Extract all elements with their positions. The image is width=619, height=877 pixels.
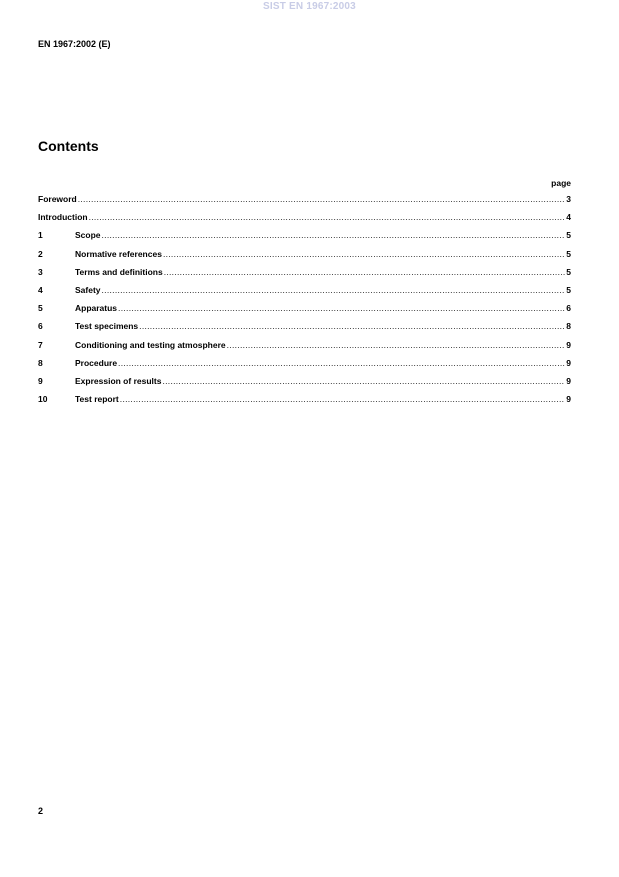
toc-entry-title: Scope xyxy=(75,230,101,241)
toc-entry-number: 9 xyxy=(38,375,43,386)
toc-entry-introduction[interactable] xyxy=(38,212,571,230)
toc-entry-title: Normative references xyxy=(75,248,162,259)
toc-entry-title: Expression of results xyxy=(75,375,162,386)
toc-entry-page: 3 xyxy=(566,194,571,204)
dot-leader xyxy=(120,394,565,404)
toc-entry-scope[interactable] xyxy=(38,230,571,248)
toc-entry-number: 2 xyxy=(38,248,43,259)
toc-entry-title: Test specimens xyxy=(75,321,139,332)
toc-entry-page: 9 xyxy=(566,357,571,368)
toc-entry-page: 6 xyxy=(566,303,571,314)
toc-entry-title: Procedure xyxy=(75,357,118,368)
page-column-label: page xyxy=(551,178,571,188)
toc-entry-title: Conditioning and testing atmosphere xyxy=(75,339,226,350)
toc-entry-number: 1 xyxy=(38,230,43,241)
toc-entry-test-specimens[interactable] xyxy=(38,321,571,339)
toc-entry-foreword[interactable] xyxy=(38,194,571,212)
toc-entry-number: 6 xyxy=(38,321,43,332)
page-number: 2 xyxy=(38,806,44,816)
dot-leader xyxy=(164,267,566,277)
document-id: EN 1967:2002 (E) xyxy=(38,39,111,49)
toc-entry-page: 9 xyxy=(566,375,571,386)
dot-leader xyxy=(118,358,565,368)
toc-entry-title: Introduction xyxy=(38,212,88,223)
toc-entry-number: 10 xyxy=(38,394,48,405)
dot-leader xyxy=(102,285,566,295)
dot-leader xyxy=(139,321,565,331)
toc-entry-number: 8 xyxy=(38,357,43,368)
toc-entry-title: Foreword xyxy=(38,194,77,204)
toc-entry-number: 7 xyxy=(38,339,43,350)
watermark: SIST EN 1967:2003 xyxy=(263,1,356,12)
toc-entry-page: 5 xyxy=(566,230,571,241)
dot-leader xyxy=(89,212,566,222)
dot-leader xyxy=(102,230,566,240)
toc-entry-number: 5 xyxy=(38,303,43,314)
toc-entry-number: 3 xyxy=(38,266,43,277)
toc-entry-page: 8 xyxy=(566,321,571,332)
dot-leader xyxy=(78,194,566,204)
toc-entry-title: Terms and definitions xyxy=(75,266,163,277)
toc-entry-terms-and-definitions[interactable] xyxy=(38,267,571,285)
toc-entry-number: 4 xyxy=(38,284,43,295)
toc-entry-page: 5 xyxy=(566,248,571,259)
contents-heading: Contents xyxy=(38,138,99,154)
toc-entry-test-report[interactable] xyxy=(38,394,571,412)
dot-leader xyxy=(162,376,565,386)
toc-entry-conditioning[interactable] xyxy=(38,340,571,358)
toc-entry-page: 9 xyxy=(566,339,571,350)
toc-entry-page: 4 xyxy=(566,212,571,223)
toc-entry-title: Test report xyxy=(75,394,119,405)
toc-entry-procedure[interactable] xyxy=(38,358,571,376)
table-of-contents xyxy=(38,194,571,412)
dot-leader xyxy=(227,340,566,350)
dot-leader xyxy=(163,249,565,259)
toc-entry-safety[interactable] xyxy=(38,285,571,303)
toc-entry-apparatus[interactable] xyxy=(38,303,571,321)
toc-entry-normative-references[interactable] xyxy=(38,249,571,267)
toc-entry-page: 5 xyxy=(566,284,571,295)
toc-entry-title: Safety xyxy=(75,284,101,295)
toc-entry-page: 9 xyxy=(566,394,571,405)
toc-entry-expression-of-results[interactable] xyxy=(38,376,571,394)
toc-entry-title: Apparatus xyxy=(75,303,118,314)
dot-leader xyxy=(118,303,565,313)
toc-entry-page: 5 xyxy=(566,266,571,277)
